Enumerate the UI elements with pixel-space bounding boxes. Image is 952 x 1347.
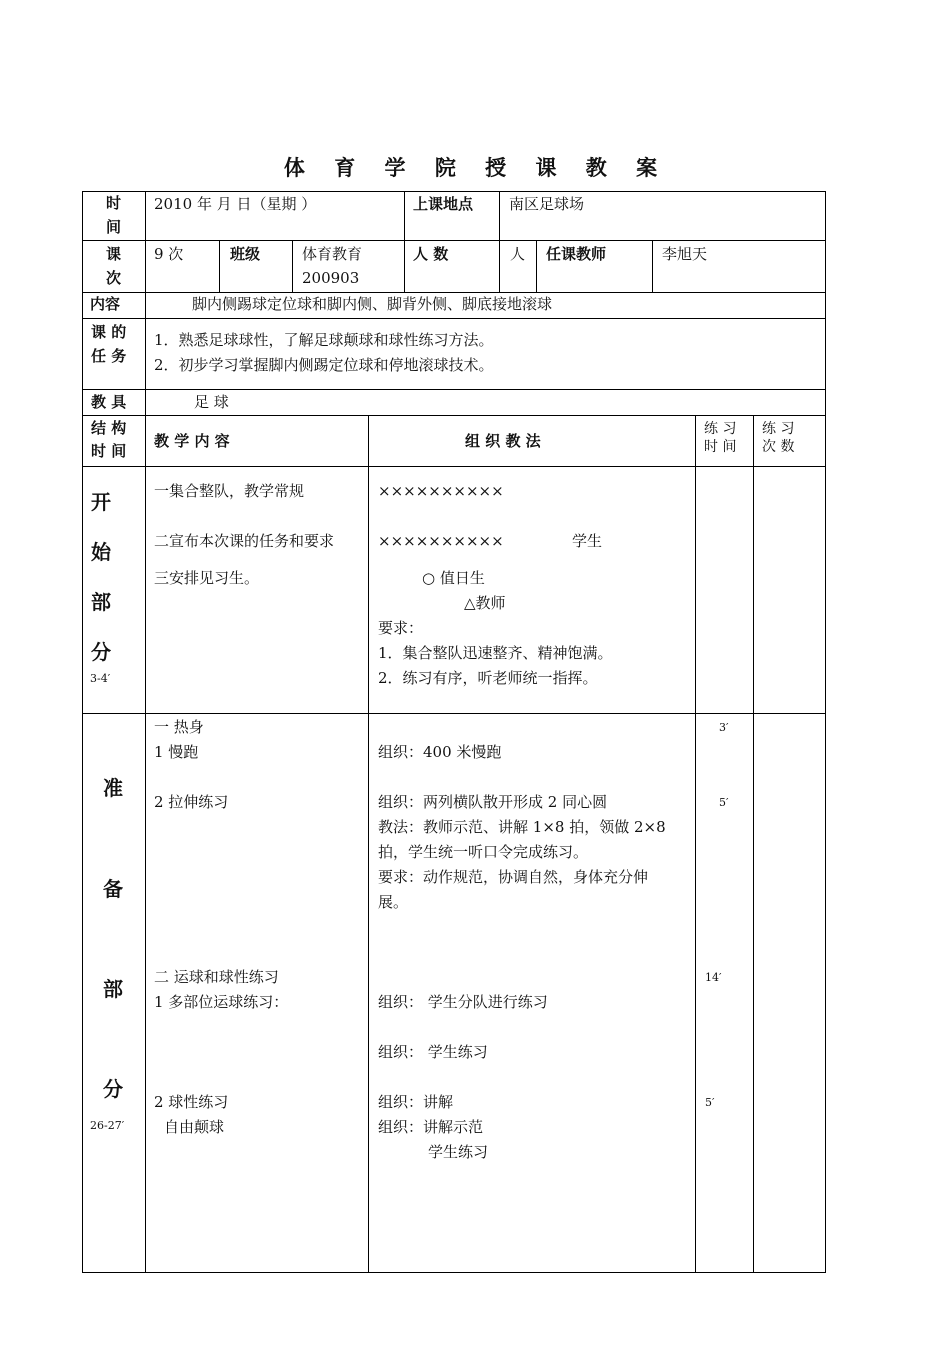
count-value: 人 — [510, 245, 526, 263]
equipment-value: 足 球 — [194, 393, 229, 411]
req-stretch-2: 展。 — [378, 893, 409, 911]
practice-count-header: 练 习 次 数 — [762, 421, 795, 455]
formation-row-1: ×××××××××× — [378, 482, 504, 500]
lesson-plan-table — [82, 191, 826, 1273]
time-dribble: 14′ — [705, 971, 722, 984]
org-demo: 组织：讲解示范 — [378, 1118, 484, 1136]
content-label: 内容 — [90, 295, 121, 313]
warmup-title: 一 热身 — [154, 718, 204, 736]
session-value: 9 次 — [154, 245, 184, 263]
req-stretch-1: 要求：动作规范，协调自然，身体充分伸 — [378, 868, 649, 886]
class-value: 体育教育 200903 — [302, 245, 363, 287]
start-part-duration: 3-4′ — [90, 672, 111, 685]
start-part-char-1: 开 — [91, 490, 111, 514]
start-part-char-3: 部 — [91, 590, 111, 614]
ball-feel-item: 2 球性练习 — [154, 1093, 229, 1111]
org-dribble: 组织： 学生分队进行练习 — [378, 993, 548, 1011]
practice-time-header: 练 习 时 间 — [704, 421, 737, 455]
jog-item: 1 慢跑 — [154, 743, 199, 761]
location-label: 上课地点 — [413, 195, 474, 213]
start-part-char-2: 始 — [91, 540, 111, 564]
start-requirement-2: 2．练习有序，听老师统一指挥。 — [378, 669, 598, 687]
start-content-3: 三安排见习生。 — [154, 569, 260, 587]
stretch-item: 2 拉伸练习 — [154, 793, 229, 811]
org-jog: 组织：400 米慢跑 — [378, 743, 502, 761]
student-practice: 学生练习 — [428, 1143, 489, 1161]
formation-student-label: 学生 — [572, 532, 603, 550]
teacher-name: 李旭天 — [662, 245, 708, 263]
equipment-label: 教 具 — [91, 393, 127, 411]
duty-student-marker: ○ 值日生 — [422, 569, 485, 587]
method-stretch-2: 拍，学生统一听口令完成练习。 — [378, 843, 589, 861]
dribble-title: 二 运球和球性练习 — [154, 968, 279, 986]
time-warmup: 3′ — [719, 721, 729, 734]
time-stretch: 5′ — [719, 796, 729, 809]
org-practice: 组织： 学生练习 — [378, 1043, 488, 1061]
teacher-marker: △教师 — [464, 594, 506, 612]
org-explain: 组织：讲解 — [378, 1093, 454, 1111]
content-value: 脚内侧踢球定位球和脚内侧、脚背外侧、脚底接地滚球 — [192, 295, 553, 313]
start-content-1: 一集合整队，教学常规 — [154, 482, 305, 500]
location-value: 南区足球场 — [509, 195, 585, 213]
org-stretch: 组织：两列横队散开形成 2 同心圆 — [378, 793, 608, 811]
dribble-item: 1 多部位运球练习： — [154, 993, 289, 1011]
start-part-char-4: 分 — [91, 640, 111, 664]
count-label: 人 数 — [413, 245, 449, 263]
prep-part-char-4: 分 — [103, 1077, 123, 1101]
class-label: 班级 — [230, 245, 261, 263]
page-title: 体 育 学 院 授 课 教 案 — [283, 155, 669, 180]
prep-part-duration: 26-27′ — [90, 1119, 125, 1132]
session-label: 课 次 — [105, 245, 121, 287]
task-1: 1．熟悉足球球性，了解足球颠球和球性练习方法。 — [154, 331, 494, 349]
content-header: 教 学 内 容 — [154, 432, 230, 450]
juggle-item: 自由颠球 — [164, 1118, 225, 1136]
prep-part-char-1: 准 — [103, 776, 123, 800]
method-header: 组 织 教 法 — [465, 432, 541, 450]
task-2: 2．初步学习掌握脚内侧踢定位球和停地滚球技术。 — [154, 356, 494, 374]
start-content-2: 二宣布本次课的任务和要求 — [154, 532, 335, 550]
time-label: 时 间 — [105, 194, 121, 236]
prep-part-char-3: 部 — [103, 977, 123, 1001]
teacher-label: 任课教师 — [546, 245, 607, 263]
lesson-date: 2010 年 月 日（星期 ） — [154, 195, 317, 213]
prep-part-char-2: 备 — [103, 877, 123, 901]
task-label: 课 的 任 务 — [91, 323, 127, 365]
start-requirement-1: 1．集合整队迅速整齐、精神饱满。 — [378, 644, 613, 662]
structure-header: 结 构 时 间 — [91, 419, 127, 460]
method-stretch-1: 教法：教师示范、讲解 1×8 拍，领做 2×8 — [378, 818, 666, 836]
formation-row-2: ×××××××××× — [378, 532, 504, 550]
start-requirement-label: 要求： — [378, 619, 424, 637]
time-ball: 5′ — [705, 1096, 715, 1109]
